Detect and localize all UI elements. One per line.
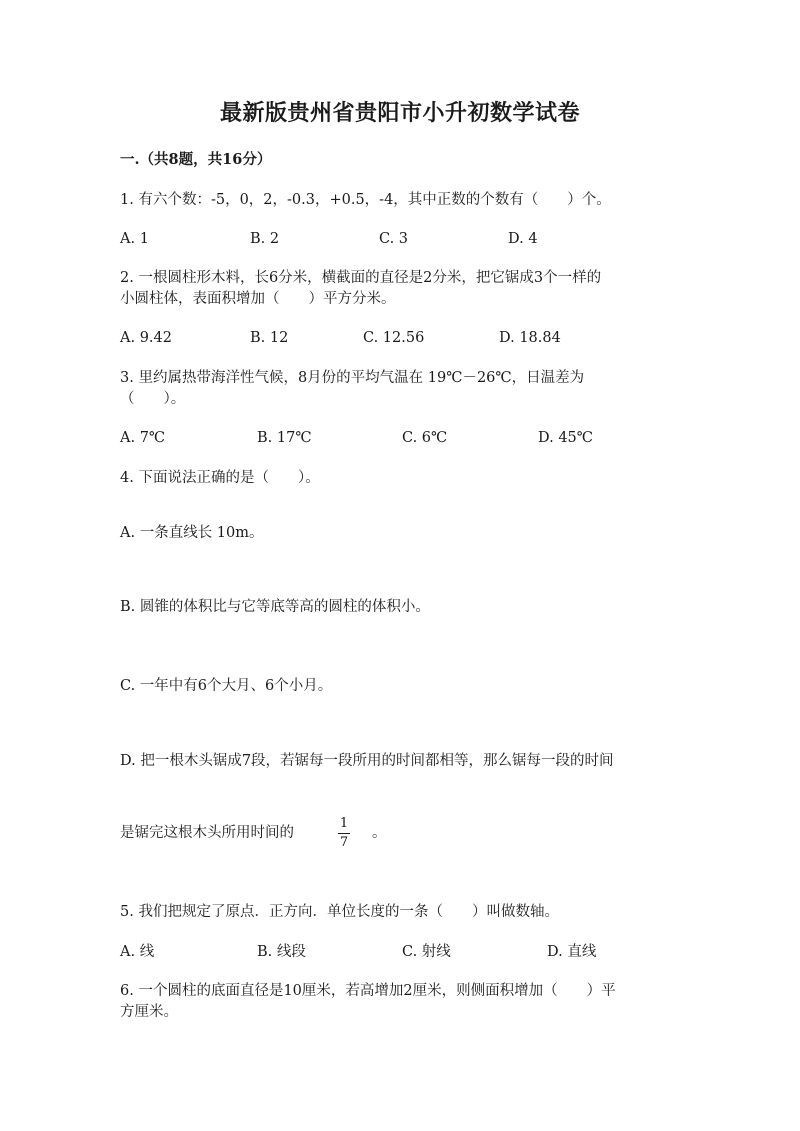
page-title: 最新版贵州省贵阳市小升初数学试卷 [219,100,580,126]
question-5-option-d[interactable]: D. 直线 [547,944,597,960]
question-4-option-a[interactable]: A. 一条直线长 10m。 [120,525,264,541]
question-4-option-c[interactable]: C. 一年中有6个大月、6个小月。 [120,678,333,694]
question-4-option-d-end: 。 [372,825,387,841]
question-3-option-a[interactable]: A. 7℃ [120,430,166,446]
fraction-denominator: 7 [339,835,349,850]
question-1-stem: 1. 有六个数：-5，0，2，-0.3，+0.5，-4，其中正数的个数有（ ）个。 [120,192,611,208]
section-heading: 一.（共8题，共16分） [120,151,272,168]
question-2-option-c[interactable]: C. 12.56 [363,330,425,346]
question-2-options [120,328,720,348]
question-1-options [120,229,720,249]
question-4-stem: 4. 下面说法正确的是（ ）。 [120,470,320,486]
question-5-stem: 5. 我们把规定了原点．正方向．单位长度的一条（ ）叫做数轴。 [120,904,559,920]
question-3-stem-line2: （ ）。 [120,391,186,407]
question-4-option-d-line2[interactable]: 是锯完这根木头所用时间的 [120,825,294,841]
question-3-option-d[interactable]: D. 45℃ [538,430,593,446]
question-4-option-b[interactable]: B. 圆锥的体积比与它等底等高的圆柱的体积小。 [120,599,430,615]
question-2-option-b[interactable]: B. 12 [250,330,289,346]
question-1-option-d[interactable]: D. 4 [508,231,538,247]
question-5-option-b[interactable]: B. 线段 [257,944,306,960]
question-4-option-d-line1[interactable]: D. 把一根木头锯成7段，若锯每一段所用的时间都相等，那么锯每一段的时间 [120,753,614,769]
question-2-stem-line2: 小圆柱体，表面积增加（ ）平方分米。 [120,291,396,307]
question-1-option-c[interactable]: C. 3 [379,231,409,247]
question-1-option-a[interactable]: A. 1 [120,231,149,247]
fraction-bar [338,833,350,834]
fraction-one-seventh [336,816,352,851]
question-2-stem-line1: 2. 一根圆柱形木料，长6分米，横截面的直径是2分米，把它锯成3个一样的 [120,270,602,286]
question-6-stem-line1: 6. 一个圆柱的底面直径是10厘米，若高增加2厘米，则侧面积增加（ ）平 [120,983,616,999]
question-3-stem-line1: 3. 里约属热带海洋性气候，8月份的平均气温在 19℃－26℃，日温差为 [120,370,585,386]
question-2-option-d[interactable]: D. 18.84 [499,330,561,346]
question-5-options [120,942,720,962]
fraction-numerator: 1 [339,816,349,831]
question-3-options [120,428,720,448]
question-2-option-a[interactable]: A. 9.42 [120,330,172,346]
question-3-option-b[interactable]: B. 17℃ [257,430,312,446]
question-6-stem-line2: 方厘米。 [120,1004,178,1020]
question-3-option-c[interactable]: C. 6℃ [402,430,448,446]
question-5-option-c[interactable]: C. 射线 [402,944,451,960]
question-1-option-b[interactable]: B. 2 [250,231,280,247]
question-5-option-a[interactable]: A. 线 [120,944,155,960]
